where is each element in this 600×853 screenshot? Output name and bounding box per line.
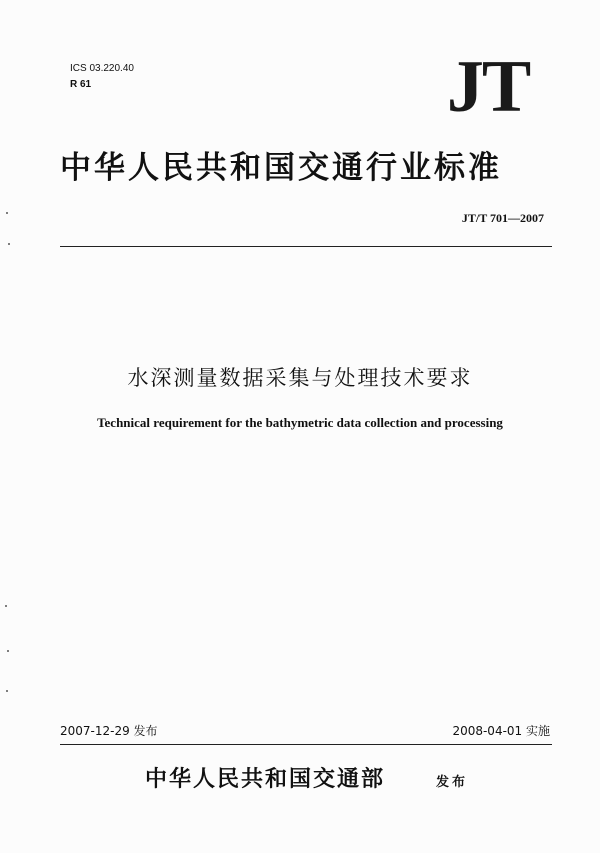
scan-speck [6, 212, 8, 214]
scan-speck [7, 650, 9, 652]
document-title-chinese: 水深测量数据采集与处理技术要求 [127, 366, 473, 390]
standard-code: JT/T 701—2007 [461, 211, 544, 225]
implementation-date: 2008-04-01 实施 [452, 724, 550, 738]
scan-speck [6, 690, 8, 692]
publisher-name: 中华人民共和国交通部 [145, 767, 386, 792]
jt-logo: JT [428, 56, 548, 118]
scan-speck [8, 243, 10, 245]
publish-label: 发布 [436, 775, 469, 790]
scan-speck [5, 605, 7, 607]
document-title-english: Technical requirement for the bathymetric data collection and processing [97, 415, 503, 430]
bottom-divider [60, 744, 552, 745]
top-divider [60, 246, 552, 247]
standard-title: 中华人民共和国交通行业标准 [60, 150, 502, 186]
ics-code: ICS 03.220.40 [70, 63, 134, 74]
issue-date: 2007-12-29 发布 [60, 724, 158, 738]
ccs-code: R 61 [70, 79, 92, 90]
